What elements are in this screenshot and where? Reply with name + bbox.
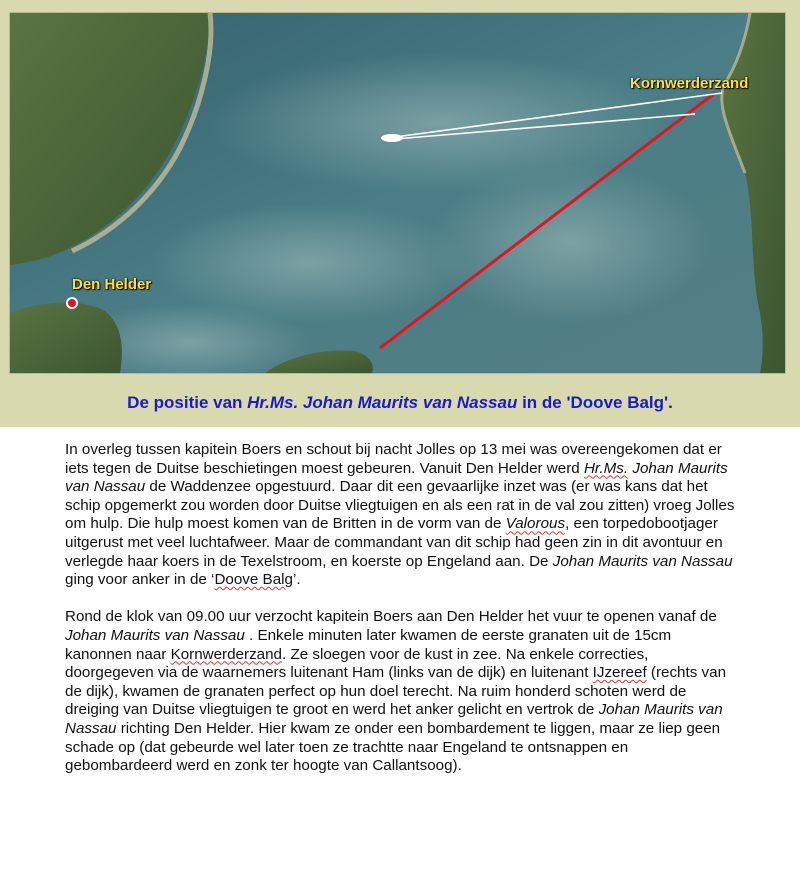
label-kornwerderzand: Kornwerderzand [630, 75, 749, 92]
text-run: , een torpedobootjager uitgerust met veel luchtafweer. Maar de commandant van dit schip had geen zin in dit avontuur en verlegde haar koers in de Texelstroom, en koerste op Engeland aan. De [65, 515, 723, 570]
mainland-den-helder [10, 303, 122, 373]
label-den-helder: Den Helder [72, 276, 152, 293]
text-run: IJzereef [592, 664, 647, 682]
den-helder-marker-icon [67, 298, 77, 308]
caption-ship-name: Hr.Ms. Johan Maurits van Nassau [247, 393, 518, 412]
text-run: Doove Balg [214, 571, 293, 589]
text-run-italic: Johan Maurits van Nassau [65, 626, 245, 644]
caption-suffix: in de 'Doove Balg'. [517, 393, 673, 412]
satellite-map [9, 12, 786, 374]
figure-banner [0, 0, 800, 427]
caption-prefix: De positie van [127, 393, 248, 412]
paragraph-1 [65, 441, 735, 590]
text-run: Kornwerderzand [170, 645, 282, 663]
text-run: (rechts van de dijk), kwamen de granaten perfect op hun doel terecht. Na ruim honderd schoten werd de dreiging van Duitse vliegtuigen te groot en werd het anker gelicht en vertrok de [65, 664, 727, 719]
text-run: . Ze sloegen voor de kust in zee. Na enkele correcties, doorgegeven via de waarnemers luitenant Ham (links van de dijk) en luitenant [65, 645, 649, 682]
text-run: Rond de klok van 09.00 uur verzocht kapitein Boers aan Den Helder het vuur te openen vanaf de [65, 608, 717, 626]
article-text [65, 441, 735, 776]
figure-caption [0, 393, 800, 413]
text-run-italic: Valorous [505, 515, 566, 533]
text-run: . Enkele minuten later kwamen de eerste granaten uit de 15cm kanonnen naar [65, 626, 672, 663]
text-run-italic: Johan Maurits van Nassau [552, 552, 733, 570]
text-run: de Waddenzee opgestuurd. Daar dit een gevaarlijke inzet was (er was kans dat het schip opgemerkt zou worden door Duitse vliegtuigen en als een rat in de val zou zitten) vroeg Jolles om hulp. Die hulp moest komen van de Britten in de vorm van de [65, 478, 735, 533]
shoal-east [430, 163, 710, 323]
text-run: ging voor anker in de ‘ [65, 571, 215, 589]
text-run: ’. [292, 571, 301, 589]
map-graphic [10, 13, 785, 373]
text-run: In overleg tussen kapitein Boers en schout bij nacht Jolles op 13 mei was overeengekomen dat er iets tegen de Duitse beschietingen moest gebeuren. Vanuit Den Helder werd [65, 441, 722, 477]
paragraph-2 [65, 608, 735, 775]
text-run: richting Den Helder. Hier kwam ze onder een bombardement te liggen, maar ze liep geen schade op (dat gebeurde wel later toen ze trachtte naar Engeland te ontsnappen en gebombardeerd werd en zonk ter hoogte van Callantsoog). [65, 719, 721, 775]
text-run-italic: Johan Maurits van Nassau [65, 459, 728, 496]
ship-icon [381, 134, 403, 142]
text-run-italic: Hr.Ms. [583, 459, 629, 477]
text-run-italic: Johan Maurits van Nassau [65, 701, 723, 737]
